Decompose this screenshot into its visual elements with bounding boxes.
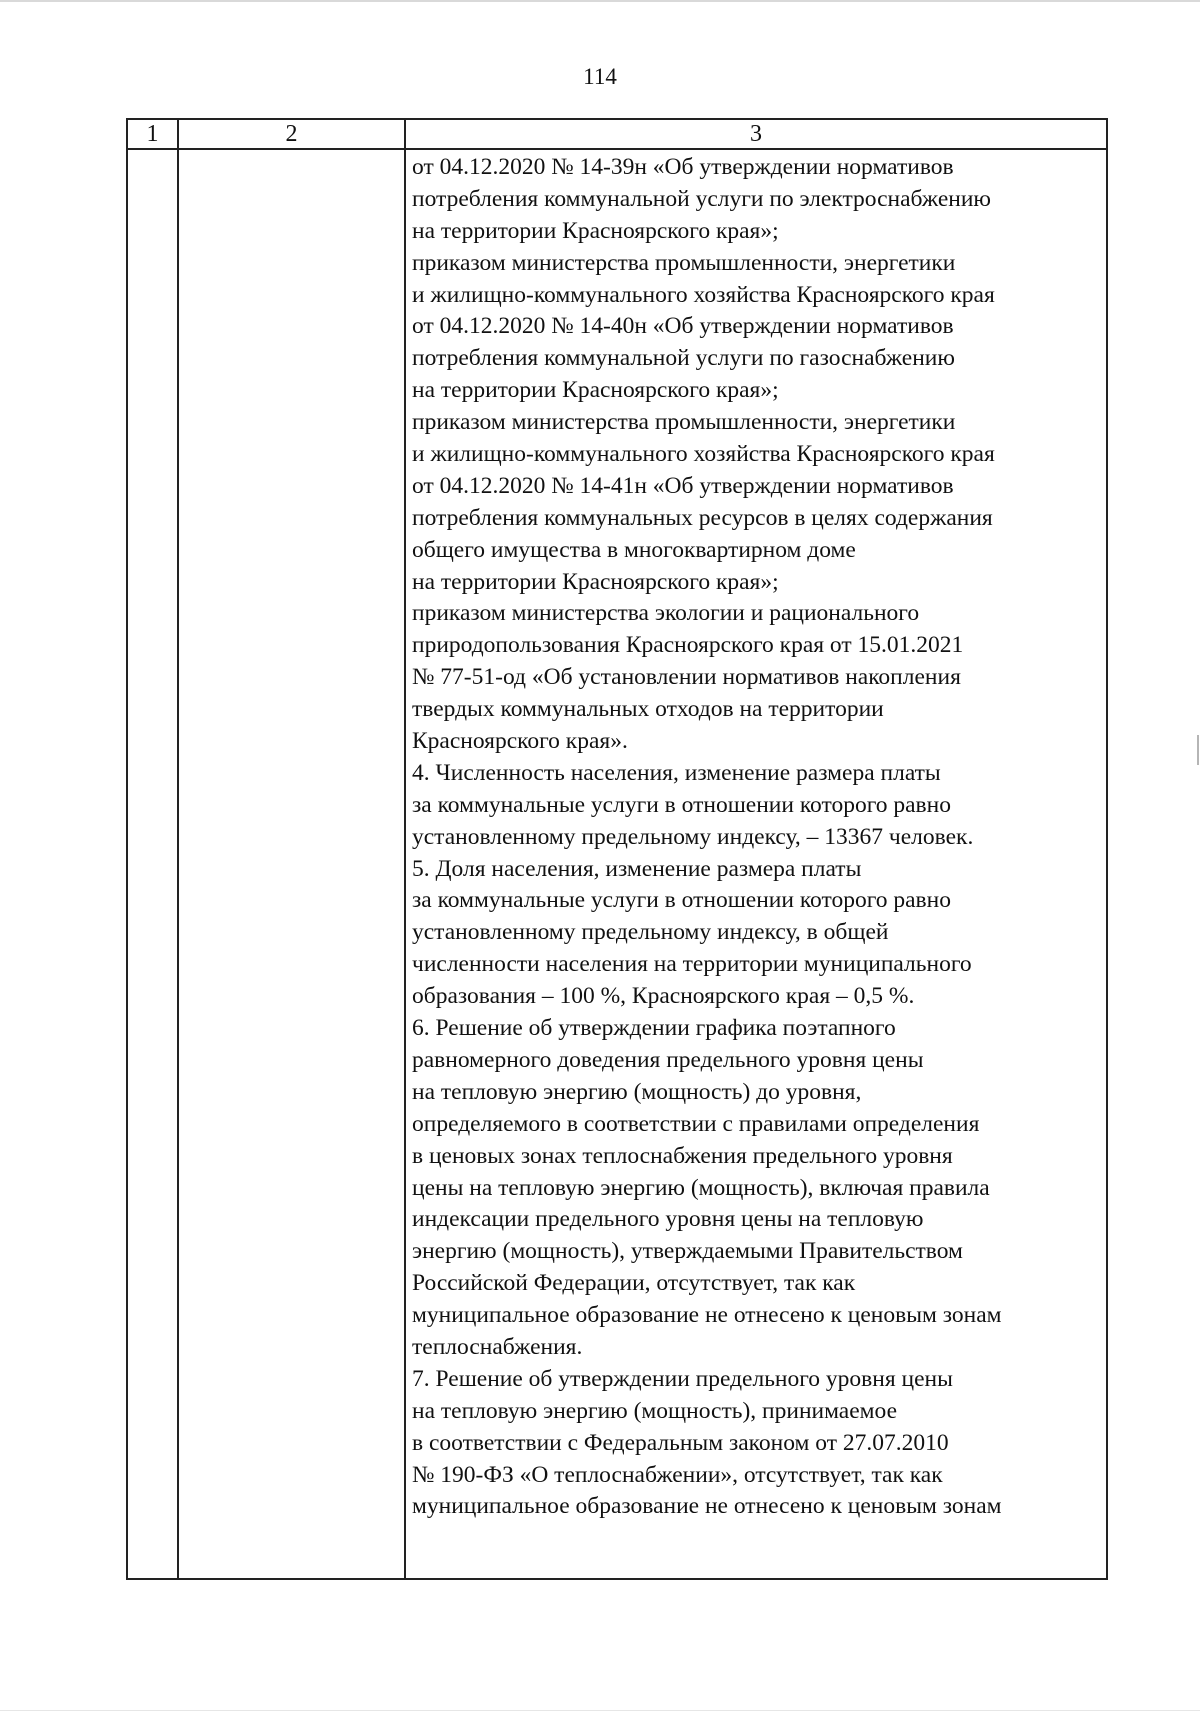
text-line: 7. Решение об утверждении предельного уровня цены	[412, 1365, 953, 1392]
column-1-cell	[127, 149, 178, 1579]
text-line: 5. Доля населения, изменение размера платы	[412, 855, 862, 882]
text-line: энергию (мощность), утверждаемыми Правительством	[412, 1238, 963, 1265]
text-line: и жилищно-коммунального хозяйства Красноярского края	[412, 281, 995, 308]
table-header-row	[127, 119, 1107, 149]
column-header-3: 3	[405, 119, 1107, 149]
text-line: образования – 100 %, Красноярского края – 0,5 %.	[412, 983, 915, 1010]
scan-margin-mark	[1197, 735, 1199, 765]
text-line: на территории Красноярского края»;	[412, 377, 779, 404]
text-line: теплоснабжения.	[412, 1333, 583, 1360]
table-body-row	[127, 149, 1107, 1579]
column-header-2: 2	[178, 119, 405, 149]
text-line: установленному предельному индексу, в общей	[412, 919, 889, 946]
text-line: природопользования Красноярского края от 15.01.2021	[412, 632, 964, 659]
text-line: потребления коммунальной услуги по газоснабжению	[412, 345, 955, 372]
text-line: за коммунальные услуги в отношении которого равно	[412, 887, 951, 914]
text-line: приказом министерства экологии и рационального	[412, 600, 920, 627]
column-header-1: 1	[127, 119, 178, 149]
text-line: численности населения на территории муниципального	[412, 951, 972, 978]
text-line: муниципальное образование не отнесено к ценовым зонам	[412, 1302, 1002, 1329]
text-line: потребления коммунальных ресурсов в целях содержания	[412, 504, 993, 531]
page-number: 114	[583, 64, 617, 89]
text-line: 4. Численность населения, изменение размера платы	[412, 759, 941, 786]
text-line: муниципальное образование не отнесено к ценовым зонам	[412, 1493, 1002, 1520]
text-line: приказом министерства промышленности, энергетики	[412, 409, 956, 436]
text-line: в соответствии с Федеральным законом от 27.07.2010	[412, 1429, 949, 1456]
text-line: в ценовых зонах теплоснабжения предельного уровня	[412, 1142, 953, 1169]
text-line: № 77-51-од «Об установлении нормативов накопления	[412, 664, 961, 691]
text-line: общего имущества в многоквартирном доме	[412, 536, 856, 563]
text-line: твердых коммунальных отходов на территории	[412, 696, 884, 723]
text-line: на территории Красноярского края»;	[412, 217, 779, 244]
text-line: Красноярского края».	[412, 728, 628, 755]
scan-top-edge	[0, 0, 1200, 2]
text-line: на тепловую энергию (мощность) до уровня,	[412, 1078, 862, 1105]
text-line: равномерного доведения предельного уровня цены	[412, 1046, 924, 1073]
document-table	[126, 118, 1108, 1580]
text-line: от 04.12.2020 № 14-41н «Об утверждении нормативов	[412, 472, 954, 499]
text-line: от 04.12.2020 № 14-39н «Об утверждении нормативов	[412, 154, 954, 180]
text-line: от 04.12.2020 № 14-40н «Об утверждении нормативов	[412, 313, 954, 340]
column-3-text	[406, 150, 1106, 1523]
text-line: на тепловую энергию (мощность), принимаемое	[412, 1397, 898, 1424]
text-line: 6. Решение об утверждении графика поэтапного	[412, 1015, 896, 1042]
text-line: установленному предельному индексу, – 13367 человек.	[412, 823, 974, 850]
text-line: потребления коммунальной услуги по электроснабжению	[412, 185, 991, 212]
column-3-cell	[405, 149, 1107, 1579]
column-2-cell	[178, 149, 405, 1579]
text-line: № 190-ФЗ «О теплоснабжении», отсутствует, так как	[412, 1461, 943, 1488]
text-line: на территории Красноярского края»;	[412, 568, 779, 595]
text-line: Российской Федерации, отсутствует, так как	[412, 1270, 856, 1297]
text-line: индексации предельного уровня цены на тепловую	[412, 1206, 924, 1233]
text-line: за коммунальные услуги в отношении которого равно	[412, 791, 951, 818]
text-line: цены на тепловую энергию (мощность), включая правила	[412, 1174, 990, 1201]
text-line: определяемого в соответствии с правилами определения	[412, 1110, 980, 1137]
text-line: приказом министерства промышленности, энергетики	[412, 249, 956, 276]
text-line: и жилищно-коммунального хозяйства Красноярского края	[412, 441, 995, 468]
scan-bottom-edge	[0, 1710, 1200, 1711]
